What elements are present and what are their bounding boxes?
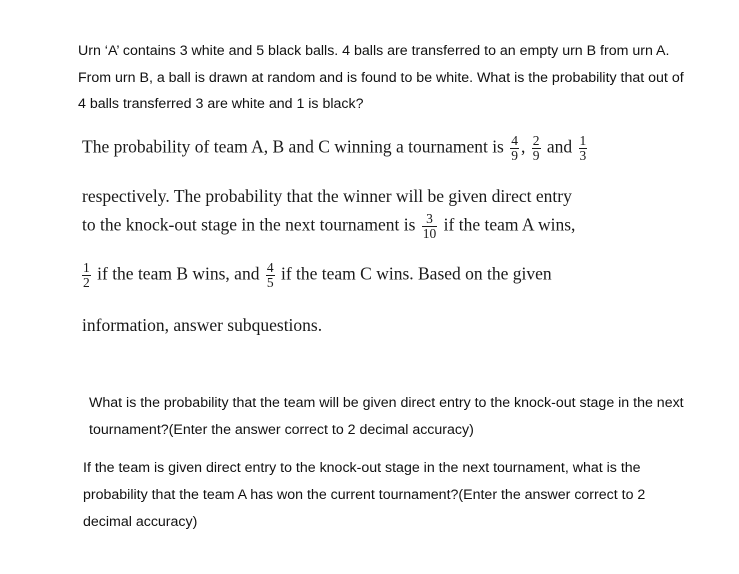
fraction-team-c-win bbox=[579, 134, 588, 163]
passage-line-4-mid: if the team B wins, and bbox=[97, 263, 260, 284]
fraction-entry-team-b bbox=[82, 261, 91, 290]
question-urn-line-1: Urn ‘A’ contains 3 white and 5 black balls. 4 balls are transferred to an empty urn B from urn A. bbox=[78, 43, 670, 59]
passage-line-1 bbox=[82, 134, 589, 163]
fraction-numerator: 2 bbox=[532, 133, 540, 148]
question-urn-line-3: 4 balls transferred 3 are white and 1 is black? bbox=[78, 96, 364, 112]
passage-line-3-text: to the knock-out stage in the next tournament is bbox=[82, 214, 416, 235]
fraction-numerator: 1 bbox=[83, 260, 90, 275]
subquestion-1 bbox=[89, 390, 684, 444]
passage-line-3-tail: if the team A wins, bbox=[443, 214, 576, 235]
subquestion-1-line-1: What is the probability that the team will be given direct entry to the knock-out stage in the next bbox=[89, 395, 684, 411]
subquestion-2-line-1: If the team is given direct entry to the knock-out stage in the next tournament, what is the bbox=[83, 460, 641, 476]
comma: , bbox=[521, 136, 526, 157]
fraction-team-a-win bbox=[510, 134, 519, 163]
question-urn-line-2: From urn B, a ball is drawn at random and is found to be white. What is the probability that out of bbox=[78, 69, 684, 86]
fraction-numerator: 4 bbox=[266, 260, 274, 275]
subquestion-2 bbox=[83, 455, 645, 536]
passage-line-4 bbox=[80, 261, 552, 290]
and-word: and bbox=[546, 136, 573, 157]
fraction-denominator: 2 bbox=[83, 275, 90, 290]
fraction-entry-team-a bbox=[422, 212, 438, 241]
subquestion-1-line-2: tournament?(Enter the answer correct to 2 decimal accuracy) bbox=[89, 422, 474, 438]
passage-line-5: information, answer subquestions. bbox=[82, 315, 323, 335]
fraction-numerator: 3 bbox=[426, 211, 433, 226]
fraction-team-b-win bbox=[532, 134, 541, 163]
question-urn bbox=[78, 38, 688, 118]
fraction-numerator: 4 bbox=[511, 133, 518, 148]
fraction-denominator: 9 bbox=[532, 148, 540, 163]
passage-line-2: respectively. The probability that the winner will be given direct entry bbox=[82, 186, 572, 206]
subquestion-2-line-3: decimal accuracy) bbox=[83, 514, 198, 530]
subquestion-2-line-2: probability that the team A has won the current tournament?(Enter the answer correct to 2 bbox=[83, 487, 646, 503]
fraction-entry-team-c bbox=[266, 261, 275, 290]
fraction-denominator: 3 bbox=[579, 148, 587, 163]
fraction-denominator: 9 bbox=[511, 148, 518, 163]
fraction-numerator: 1 bbox=[579, 133, 587, 148]
fraction-denominator: 5 bbox=[266, 275, 274, 290]
passage-line-1-text: The probability of team A, B and C winning a tournament is bbox=[82, 136, 504, 157]
passage-line-4-tail: if the team C wins. Based on the given bbox=[280, 263, 552, 284]
fraction-denominator: 10 bbox=[422, 226, 437, 241]
passage-line-3 bbox=[82, 212, 575, 241]
